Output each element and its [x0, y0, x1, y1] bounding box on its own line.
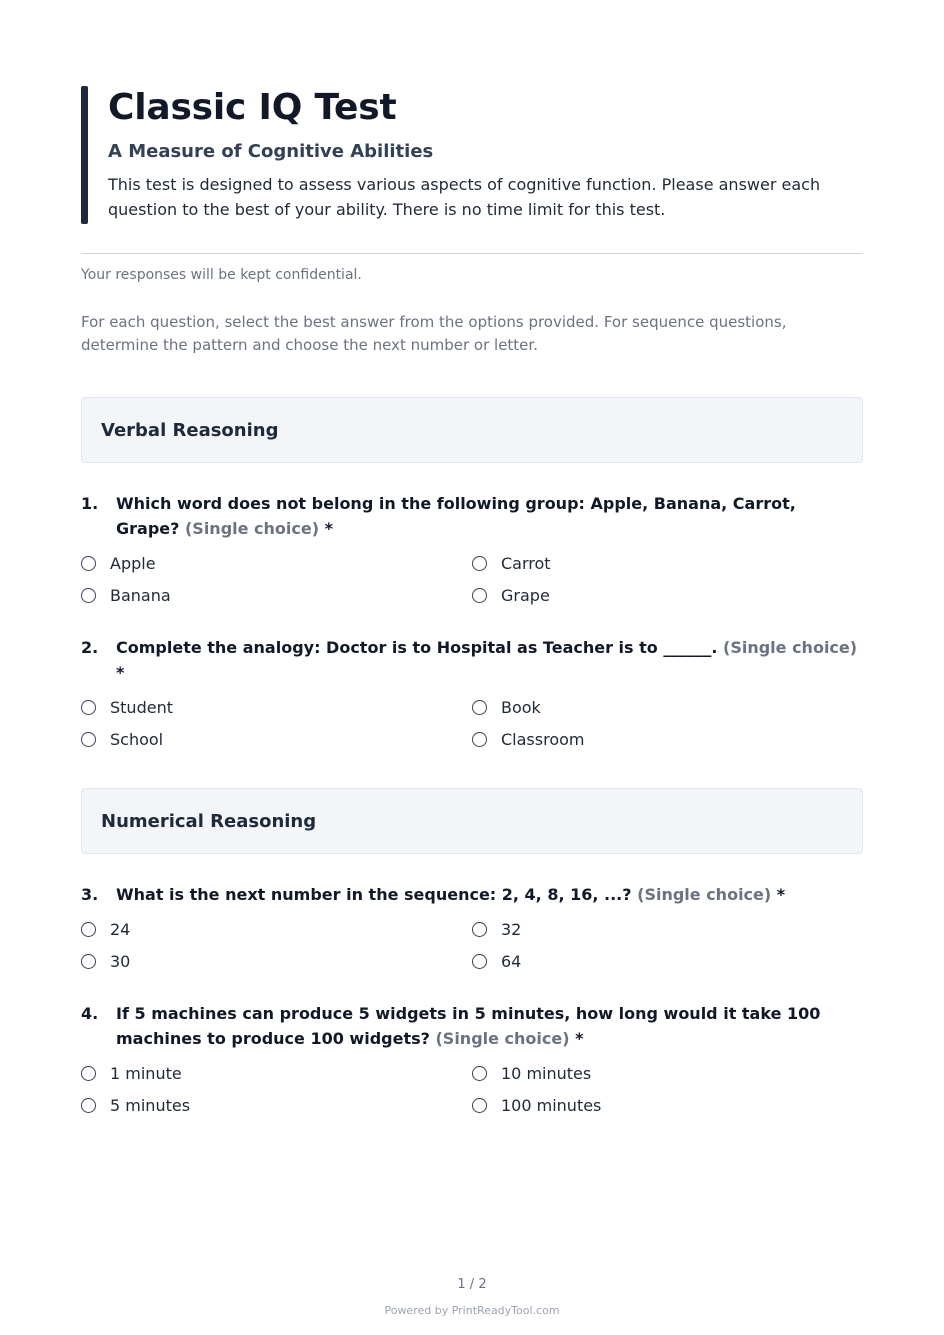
option-label: 5 minutes	[110, 1095, 191, 1115]
radio-button[interactable]	[472, 732, 487, 747]
option-apple[interactable]	[81, 551, 472, 575]
question-text: Complete the analogy: Doctor is to Hospital as Teacher is to ______.	[116, 638, 718, 657]
radio-button[interactable]	[81, 922, 96, 937]
question-text: Which word does not belong in the following group: Apple, Banana, Carrot, Grape?	[116, 494, 796, 538]
option-label: Book	[501, 697, 541, 717]
question-number: 2.	[81, 638, 99, 657]
question-text: What is the next number in the sequence: 2, 4, 8, 16, ...?	[116, 885, 632, 904]
option-label: 24	[110, 919, 131, 939]
question-2	[81, 635, 863, 751]
option-student[interactable]	[81, 695, 472, 719]
instructions-text: For each question, select the best answer from the options provided. For sequence questions, determine the pattern and choose the next number or letter.	[81, 313, 787, 354]
option-30[interactable]	[81, 949, 472, 973]
section-title: Verbal Reasoning	[101, 419, 279, 441]
page-number: 1 / 2	[457, 1277, 487, 1292]
option-label: 32	[501, 919, 522, 939]
option-label: 64	[501, 951, 522, 971]
radio-button[interactable]	[472, 700, 487, 715]
question-1	[81, 491, 863, 607]
option-school[interactable]	[81, 727, 472, 751]
question-3	[81, 882, 863, 973]
radio-button[interactable]	[81, 700, 96, 715]
header-accent-bar	[81, 86, 88, 224]
option-10-minutes[interactable]	[472, 1061, 863, 1085]
option-label: Carrot	[501, 553, 551, 573]
radio-button[interactable]	[472, 588, 487, 603]
question-number: 3.	[81, 885, 99, 904]
option-64[interactable]	[472, 949, 863, 973]
option-24[interactable]	[81, 917, 472, 941]
section-header-numerical-reasoning	[81, 788, 863, 854]
confidential-note: Your responses will be kept confidential.	[81, 267, 362, 283]
question-number: 1.	[81, 494, 99, 513]
question-text: If 5 machines can produce 5 widgets in 5 minutes, how long would it take 100 machines to produce 100 widgets?	[116, 1004, 821, 1048]
required-marker: *	[575, 1029, 584, 1048]
required-marker: *	[324, 519, 334, 538]
option-label: 10 minutes	[501, 1063, 592, 1083]
radio-button[interactable]	[472, 1066, 487, 1081]
option-carrot[interactable]	[472, 551, 863, 575]
question-type: (Single choice)	[637, 885, 772, 904]
question-4	[81, 1001, 863, 1117]
radio-button[interactable]	[472, 954, 487, 969]
radio-button[interactable]	[81, 556, 96, 571]
powered-by-text: Powered by PrintReadyTool.com	[384, 1304, 560, 1317]
required-marker: *	[776, 885, 786, 904]
section-title: Numerical Reasoning	[101, 810, 317, 832]
option-100-minutes[interactable]	[472, 1093, 863, 1117]
option-label: Classroom	[501, 729, 585, 749]
option-grape[interactable]	[472, 583, 863, 607]
radio-button[interactable]	[472, 1098, 487, 1113]
form-title: Classic IQ Test	[108, 87, 397, 128]
option-classroom[interactable]	[472, 727, 863, 751]
section-header-verbal-reasoning	[81, 397, 863, 463]
question-type: (Single choice)	[723, 638, 858, 657]
option-label: Grape	[501, 585, 550, 605]
option-label: School	[110, 729, 164, 749]
option-book[interactable]	[472, 695, 863, 719]
form-header	[81, 86, 863, 224]
option-32[interactable]	[472, 917, 863, 941]
option-label: 1 minute	[110, 1063, 182, 1083]
header-divider	[81, 253, 863, 254]
option-label: Student	[110, 697, 173, 717]
option-label: Banana	[110, 585, 171, 605]
option-5-minutes[interactable]	[81, 1093, 472, 1117]
question-number: 4.	[81, 1004, 99, 1023]
required-marker: *	[116, 663, 125, 682]
option-1-minute[interactable]	[81, 1061, 472, 1085]
question-type: (Single choice)	[435, 1029, 570, 1048]
radio-button[interactable]	[472, 556, 487, 571]
form-page	[81, 80, 863, 1117]
form-description: This test is designed to assess various aspects of cognitive function. Please answer each question to the best of your ability. There is no time limit for this test.	[108, 175, 821, 219]
question-type: (Single choice)	[184, 519, 320, 538]
option-label: 100 minutes	[501, 1095, 602, 1115]
form-subtitle: A Measure of Cognitive Abilities	[108, 141, 434, 162]
option-banana[interactable]	[81, 583, 472, 607]
radio-button[interactable]	[472, 922, 487, 937]
radio-button[interactable]	[81, 954, 96, 969]
radio-button[interactable]	[81, 732, 96, 747]
radio-button[interactable]	[81, 588, 96, 603]
option-label: Apple	[110, 553, 156, 573]
radio-button[interactable]	[81, 1066, 96, 1081]
option-label: 30	[110, 951, 131, 971]
radio-button[interactable]	[81, 1098, 96, 1113]
